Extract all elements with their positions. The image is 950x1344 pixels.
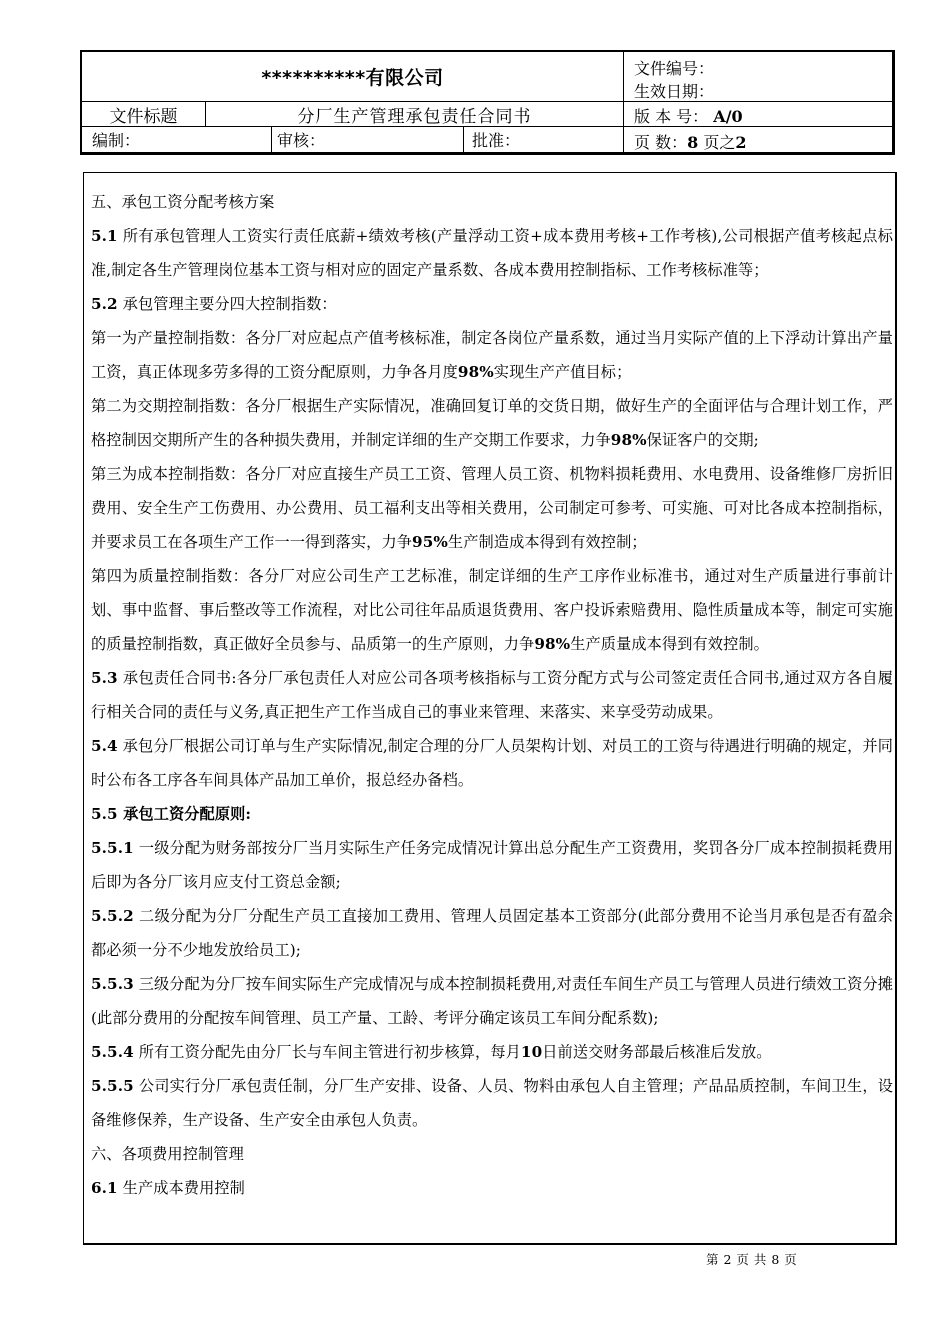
version-value: A/0 (713, 107, 743, 126)
text: 保证客户的交期; (646, 431, 759, 449)
meta-divider (624, 101, 892, 102)
text: 生产制造成本得到有效控制； (447, 533, 647, 551)
percent-target: 98% (610, 431, 647, 449)
clause-number: 5.5.5 (91, 1077, 134, 1095)
page-footer: 第 2 页 共 8 页 (706, 1252, 798, 1267)
percent-target: 98% (457, 363, 494, 381)
clause-number: 5.5.4 (91, 1043, 134, 1061)
clause-text: 生产成本费用控制 (117, 1179, 245, 1197)
effective-date-label: 生效日期： (634, 82, 715, 101)
approved-by-field: 批准： (472, 131, 521, 150)
header-left-block (82, 52, 624, 152)
paragraph-5-3 (91, 661, 893, 729)
compiled-by-field: 编制： (82, 127, 272, 152)
version-label: 版 本 号： (634, 107, 709, 126)
clause-text: 承包管理主要分四大控制指数： (117, 295, 337, 313)
paragraph-5-5-4 (91, 1035, 893, 1069)
clause-text: 承包工资分配原则: (117, 805, 252, 823)
title-label: 文件标题 (82, 102, 206, 126)
clause-text: 二级分配为分厂分配生产员工直接加工费用、管理人员固定基本工资部分(此部分费用不论当月承包是否有盈余都必须一分不少地发放给员工); (91, 907, 893, 959)
paragraph-cost-index (91, 457, 893, 559)
meta-divider (624, 126, 892, 127)
paragraph-5-5-5 (91, 1069, 893, 1137)
title-row (82, 102, 623, 127)
clause-number: 5.1 (91, 227, 118, 245)
paragraph-5-4 (91, 729, 893, 797)
paragraph-6-1 (91, 1171, 893, 1205)
text: 所有工资分配先由分厂长与车间主管进行初步核算，每月 (133, 1043, 521, 1061)
reviewed-by-field: 审核： (272, 127, 464, 152)
pages-current: 2 (735, 133, 747, 152)
clause-number: 5.5.3 (91, 975, 134, 993)
clause-text: 三级分配为分厂按车间实际生产完成情况与成本控制损耗费用,对责任车间生产员工与管理人员进行绩效工资分摊(此部分费用的分配按车间管理、员工产量、工龄、考评分确定该员工车间分配系数); (91, 975, 893, 1027)
clause-number: 5.5.2 (91, 907, 134, 925)
clause-text: 承包分厂根据公司订单与生产实际情况,制定合理的分厂人员架构计划、对员工的工资与待遇进行明确的规定，并同时公布各工序各车间具体产品加工单价，报总经办备档。 (91, 737, 893, 789)
clause-text: 所有承包管理人工资实行责任底薪+绩效考核(产量浮动工资+成本费用考核+工作考核),公司根据产值考核起点标准,制定各生产管理岗位基本工资与相对应的固定产量系数、各成本费用控制指标、工作考核标准等； (91, 227, 893, 279)
paragraph-5-5-2 (91, 899, 893, 967)
paragraph-5-2 (91, 287, 893, 321)
paragraph-5-1 (91, 219, 893, 287)
text: 生产质量成本得到有效控制。 (570, 635, 769, 653)
day-number: 10 (520, 1043, 543, 1061)
text: 实现生产产值目标； (493, 363, 632, 381)
clause-number: 5.5 (91, 805, 118, 823)
paragraph-output-index (91, 321, 893, 389)
version-field (634, 104, 743, 127)
header-meta-block (624, 52, 892, 152)
clause-number: 5.3 (91, 669, 118, 687)
pages-label: 页 数： (634, 133, 688, 152)
clause-text: 公司实行分厂承包责任制，分厂生产安排、设备、人员、物料由承包人自主管理；产品品质控制，车间卫生，设备维修保养，生产设备、生产安全由承包人负责。 (91, 1077, 893, 1129)
section-5-heading: 五、承包工资分配考核方案 (91, 193, 275, 211)
text: 第四为质量控制指数：各分厂对应公司生产工艺标准，制定详细的生产工序作业标准书，通过对生产质量进行事前计划、事中监督、事后整改等工作流程，对比公司往年品质退货费用、客户投诉索赔费用、隐性质量成本等，制定可实施的质量控制指数，真正做好全员参与、品质第一的生产原则，力争 (91, 567, 893, 653)
clause-text: 承包责任合同书:各分厂承包责任人对应公司各项考核指标与工资分配方式与公司签定责任合同书,通过双方各自履行相关合同的责任与义务,真正把生产工作当成自己的事业来管理、来落实、来享受劳动成果。 (91, 669, 893, 721)
text: 第二为交期控制指数：各分厂根据生产实际情况，准确回复订单的交货日期，做好生产的全面评估与合理计划工作，严格控制因交期所产生的各种损失费用，并制定详细的生产交期工作要求，力争 (91, 397, 893, 449)
clause-number: 5.2 (91, 295, 118, 313)
paragraph-5-5 (91, 797, 893, 831)
clause-number: 5.5.1 (91, 839, 134, 857)
paragraph-delivery-index (91, 389, 893, 457)
clause-number: 5.4 (91, 737, 118, 755)
paragraph-quality-index (91, 559, 893, 661)
pages-mid: 页之 (698, 133, 736, 152)
percent-target: 95% (412, 533, 448, 551)
paragraph-5-5-1 (91, 831, 893, 899)
doc-number-label: 文件编号： (634, 59, 715, 78)
company-name: **********有限公司 (82, 52, 623, 102)
document-body (83, 172, 897, 1245)
paragraph-5-5-3 (91, 967, 893, 1035)
document-header-table (80, 50, 895, 155)
pages-field (634, 130, 746, 153)
text: 第一为产量控制指数：各分厂对应起点产值考核标准，制定各岗位产量系数，通过当月实际产值的上下浮动计算出产量工资，真正体现多劳多得的工资分配原则，力争各月度 (91, 329, 893, 381)
pages-total: 8 (687, 133, 699, 152)
text: 日前送交财务部最后核准后发放。 (542, 1043, 772, 1061)
text: 第三为成本控制指数：各分厂对应直接生产员工工资、管理人员工资、机物料损耗费用、水电费用、设备维修厂房折旧费用、安全生产工伤费用、办公费用、员工福利支出等相关费用，公司制定可参考、可实施、可对比各成本控制指标，并要求员工在各项生产工作一一得到落实，力争 (91, 465, 893, 551)
signature-row (82, 127, 623, 152)
percent-target: 98% (534, 635, 571, 653)
section-6-heading: 六、各项费用控制管理 (91, 1145, 244, 1163)
clause-number: 6.1 (91, 1179, 118, 1197)
clause-text: 一级分配为财务部按分厂当月实际生产任务完成情况计算出总分配生产工资费用，奖罚各分厂成本控制损耗费用后即为各分厂该月应支付工资总金额; (91, 839, 893, 891)
document-title: 分厂生产管理承包责任合同书 (297, 106, 532, 127)
